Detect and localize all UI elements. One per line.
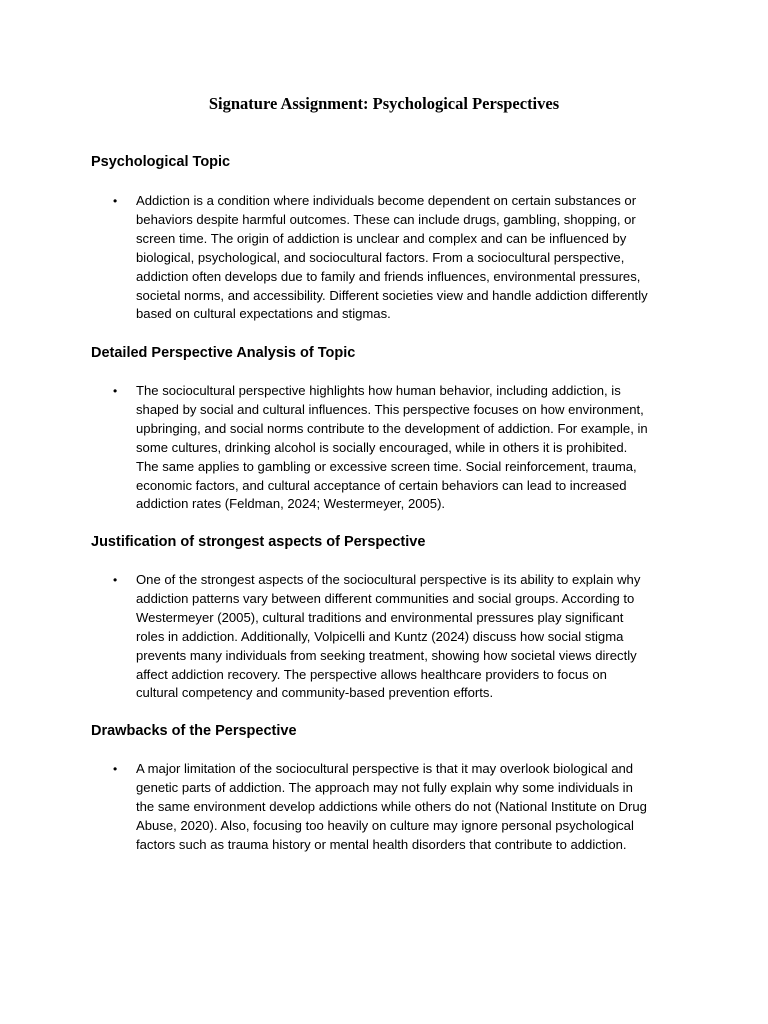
document-title: Signature Assignment: Psychological Perspectives <box>208 94 560 113</box>
bullet-icon: • <box>113 573 118 587</box>
bullet-text-perspective-analysis: The sociocultural perspective highlights how human behavior, including addiction, is shaped by social and cultural influences. This perspective focuses on how environment, upbringing, and social norms contribute to the development of addiction. For example, in some cultures, drinking alcohol is socially encouraged, while in others it is prohibited. The same applies to gambling or excessive screen time. Social reinforcement, trauma, economic factors, and cultural acceptance of certain behaviors can lead to increased addiction rates (Feldman, 2024; Westermeyer, 2005). <box>136 383 648 512</box>
bullet-icon: • <box>113 384 118 398</box>
section-heading-drawbacks: Drawbacks of the Perspective <box>91 723 297 739</box>
section-heading-perspective-analysis: Detailed Perspective Analysis of Topic <box>91 345 356 361</box>
bullet-text-justification: One of the strongest aspects of the sociocultural perspective is its ability to explain why addiction patterns vary between different communities and social groups. According to Westermeyer (2005), cultural traditions and environmental pressures play significant roles in addiction. Additionally, Volpicelli and Kuntz (2024) discuss how social stigma prevents many individuals from seeking treatment, showing how societal views directly affect addiction recovery. The perspective allows healthcare providers to focus on cultural competency and community-based prevention efforts. <box>136 572 641 701</box>
bullet-text-psychological-topic: Addiction is a condition where individuals become dependent on certain substances or behaviors despite harmful outcomes. These can include drugs, gambling, shopping, or screen time. The origin of addiction is unclear and complex and can be influenced by biological, psychological, and sociocultural factors. From a sociocultural perspective, addiction often develops due to family and friends influences, environmental pressures, societal norms, and accessibility. Different societies view and handle addiction differently based on cultural expectations and stigmas. <box>136 193 648 322</box>
bullet-icon: • <box>113 194 118 208</box>
section-heading-justification: Justification of strongest aspects of Perspective <box>91 534 426 550</box>
bullet-icon: • <box>113 762 118 776</box>
bullet-text-drawbacks: A major limitation of the sociocultural perspective is that it may overlook biological and genetic parts of addiction. The approach may not fully explain why some individuals in the same environment develop addictions while others do not (National Institute on Drug Abuse, 2020). Also, focusing too heavily on culture may ignore personal psychological factors such as trauma history or mental health disorders that contribute to addiction. <box>136 761 647 852</box>
section-heading-psychological-topic: Psychological Topic <box>91 154 231 170</box>
